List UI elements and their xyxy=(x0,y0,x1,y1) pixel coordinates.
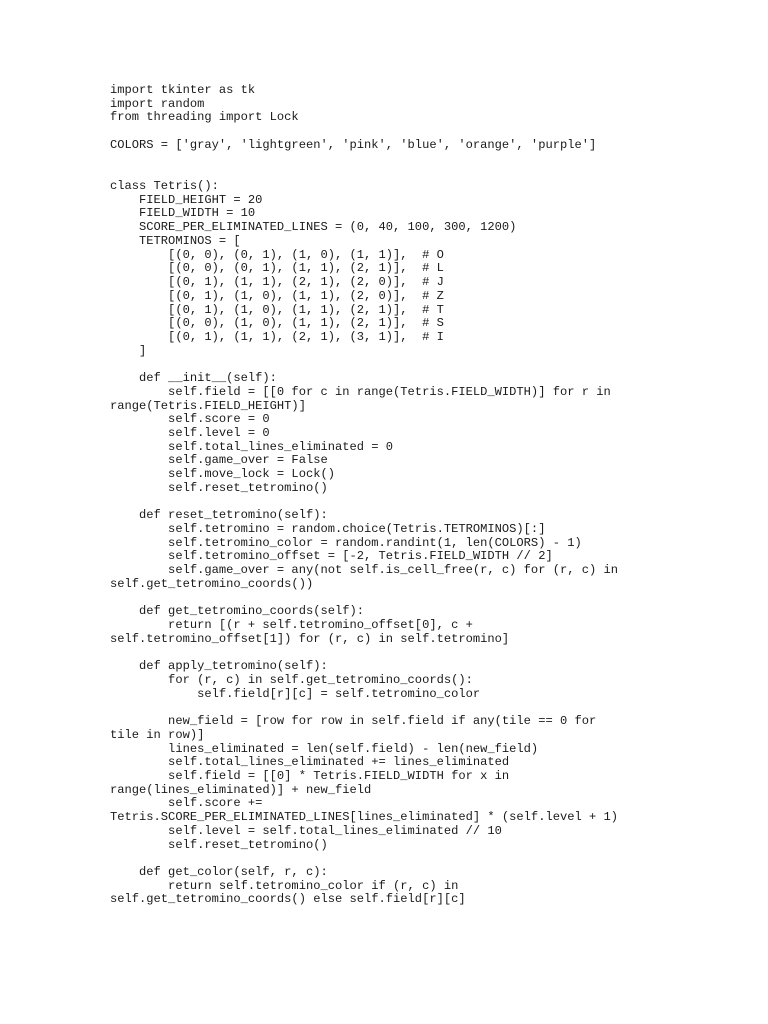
code-line: [(0, 1), (1, 1), (2, 1), (3, 1)], # I xyxy=(110,329,444,344)
code-line: self.reset_tetromino() xyxy=(110,480,328,495)
code-line: from threading import Lock xyxy=(110,110,299,125)
code-line: self.move_lock = Lock() xyxy=(110,467,335,482)
code-line: lines_eliminated = len(self.field) - len(new_field) xyxy=(110,741,539,756)
code-line xyxy=(110,153,760,167)
code-line: COLORS = ['gray', 'lightgreen', 'pink', 'blue', 'orange', 'purple'] xyxy=(110,137,597,152)
code-line: self.get_tetromino_coords() else self.field[r][c] xyxy=(110,892,466,907)
code-line: [(0, 0), (0, 1), (1, 0), (1, 1)], # O xyxy=(110,247,444,262)
code-line: def __init__(self): xyxy=(110,371,277,386)
code-line: self.tetromino_color = random.randint(1, len(COLORS) - 1) xyxy=(110,535,582,550)
code-line: self.total_lines_eliminated += lines_eliminated xyxy=(110,755,510,770)
code-line: FIELD_HEIGHT = 20 xyxy=(110,192,263,207)
code-line: TETROMINOS = [ xyxy=(110,233,241,248)
code-line xyxy=(110,496,760,510)
code-line: self.total_lines_eliminated = 0 xyxy=(110,439,394,454)
code-line: [(0, 1), (1, 0), (1, 1), (2, 1)], # T xyxy=(110,302,444,317)
code-line xyxy=(110,852,760,866)
code-line: Tetris.SCORE_PER_ELIMINATED_LINES[lines_eliminated] * (self.level + 1) xyxy=(110,810,619,825)
code-line: self.score += xyxy=(110,796,263,811)
code-line: [(0, 1), (1, 1), (2, 1), (2, 0)], # J xyxy=(110,275,444,290)
code-line: range(lines_eliminated)] + new_field xyxy=(110,782,372,797)
code-line: return [(r + self.tetromino_offset[0], c + xyxy=(110,618,473,633)
code-line: self.reset_tetromino() xyxy=(110,837,328,852)
code-line: self.field = [[0 for c in range(Tetris.FIELD_WIDTH)] for r in xyxy=(110,384,611,399)
code-line: range(Tetris.FIELD_HEIGHT)] xyxy=(110,398,306,413)
code-line: [(0, 1), (1, 0), (1, 1), (2, 0)], # Z xyxy=(110,288,444,303)
code-line: class Tetris(): xyxy=(110,179,219,194)
code-line: [(0, 0), (0, 1), (1, 1), (2, 1)], # L xyxy=(110,261,444,276)
code-line: self.field[r][c] = self.tetromino_color xyxy=(110,686,481,701)
code-line: def get_color(self, r, c): xyxy=(110,864,328,879)
code-line xyxy=(110,701,760,715)
code-line: self.tetromino_offset = [-2, Tetris.FIELD_WIDTH // 2] xyxy=(110,549,553,564)
code-line xyxy=(110,646,760,660)
code-line: FIELD_WIDTH = 10 xyxy=(110,206,256,221)
code-line xyxy=(110,125,760,139)
code-line xyxy=(110,592,760,606)
code-line: self.tetromino_offset[1]) for (r, c) in self.tetromino] xyxy=(110,631,510,646)
code-line xyxy=(110,166,760,180)
code-line: self.field = [[0] * Tetris.FIELD_WIDTH for x in xyxy=(110,768,510,783)
code-line: self.get_tetromino_coords()) xyxy=(110,576,314,591)
code-line: SCORE_PER_ELIMINATED_LINES = (0, 40, 100, 300, 1200) xyxy=(110,220,517,235)
code-line xyxy=(110,358,760,372)
code-line: def reset_tetromino(self): xyxy=(110,508,328,523)
code-line: self.tetromino = random.choice(Tetris.TETROMINOS)[:] xyxy=(110,522,546,536)
code-line: self.game_over = any(not self.is_cell_free(r, c) for (r, c) in xyxy=(110,563,619,578)
code-listing xyxy=(110,84,760,907)
code-line: [(0, 0), (1, 0), (1, 1), (2, 1)], # S xyxy=(110,316,444,331)
code-line: self.game_over = False xyxy=(110,453,328,468)
code-line: ] xyxy=(110,343,147,358)
code-line: def apply_tetromino(self): xyxy=(110,659,328,674)
code-line: new_field = [row for row in self.field if any(tile == 0 for xyxy=(110,714,597,729)
code-line: self.level = 0 xyxy=(110,425,270,440)
code-line: self.score = 0 xyxy=(110,412,270,427)
code-line: import random xyxy=(110,96,205,111)
code-line: self.level = self.total_lines_eliminated // 10 xyxy=(110,823,502,838)
code-line: return self.tetromino_color if (r, c) in xyxy=(110,878,459,893)
code-line: def get_tetromino_coords(self): xyxy=(110,604,365,619)
code-line: tile in row)] xyxy=(110,727,205,742)
code-line: for (r, c) in self.get_tetromino_coords(): xyxy=(110,672,473,687)
code-line: import tkinter as tk xyxy=(110,83,256,97)
